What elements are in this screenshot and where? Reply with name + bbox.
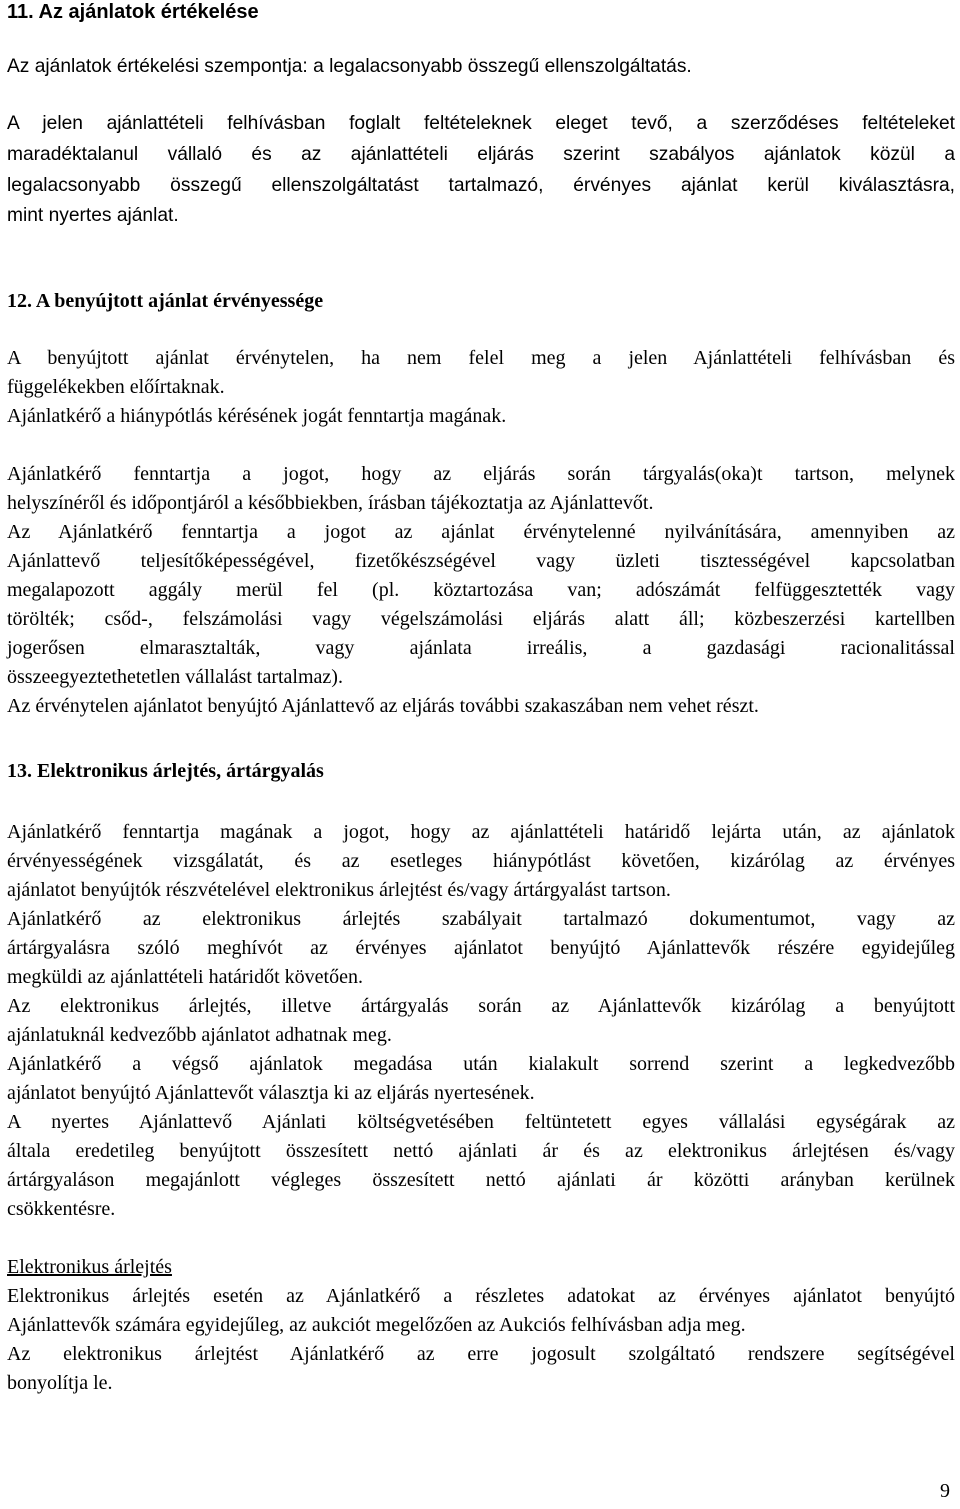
electronic-auction-line: bonyolítja le. xyxy=(7,1372,113,1394)
section-12-heading: 12. A benyújtott ajánlat érvényessége xyxy=(7,290,324,312)
section-13-line: ajánlatot benyújtó Ajánlattevőt választja ki az eljárás nyertesének. xyxy=(7,1082,535,1104)
section-12-line: Ajánlatkérő fenntartja a jogot, hogy az eljárás során tárgyalás(oka)t tartson, melynek xyxy=(7,463,955,485)
section-12-line: Az Ajánlatkérő fenntartja a jogot az ajánlat érvénytelenné nyilvánítására, amennyiben az xyxy=(7,521,955,543)
section-12-line: megalapozott aggály merül fel (pl. köztartozása van; adószámát felfüggesztették vagy xyxy=(7,579,955,601)
section-12-line: A benyújtott ajánlat érvénytelen, ha nem felel meg a jelen Ajánlattételi felhívásban és xyxy=(7,347,955,369)
section-12-line: törölték; csőd-, felszámolási vagy végelszámolási eljárás alatt áll; közbeszerzési kartellben xyxy=(7,608,955,630)
section-13-line: Ajánlatkérő fenntartja magának a jogot, hogy az ajánlattételi határidő lejárta után, az ajánlatok xyxy=(7,821,955,843)
page-number: 9 xyxy=(940,1480,950,1502)
section-12-line: Ajánlatkérő a hiánypótlás kérésének jogát fenntartja magának. xyxy=(7,405,507,427)
section-12-line: helyszínéről és időpontjáról a későbbiekben, írásban tájékoztatja az Ajánlattevőt. xyxy=(7,492,654,514)
section-13-line: Az elektronikus árlejtés, illetve ártárgyalás során az Ajánlattevők kizárólag a benyújtott xyxy=(7,995,955,1017)
section-13-line: ártárgyalásra szóló meghívót az érvényes ajánlatot benyújtó Ajánlattevők részére egyidejűleg xyxy=(7,937,955,959)
electronic-auction-line: Az elektronikus árlejtést Ajánlatkérő az erre jogosult szolgáltató rendszere segítségével xyxy=(7,1343,955,1365)
section-13-line: ajánlatuknál kedvezőbb ajánlatot adhatnak meg. xyxy=(7,1024,392,1046)
section-11-heading: 11. Az ajánlatok értékelése xyxy=(7,1,259,23)
section-13-line: Ajánlatkérő a végső ajánlatok megadása után kialakult sorrend szerint a legkedvezőbb xyxy=(7,1053,955,1075)
electronic-auction-line: Ajánlattevők számára egyidejűleg, az aukciót megelőzően az Aukciós felhívásban adja meg. xyxy=(7,1314,746,1336)
section-12-line: függelékekben előírtaknak. xyxy=(7,376,225,398)
section-12-line: összeegyeztethetetlen vállalást tartalmaz). xyxy=(7,666,343,688)
section-12-line: jogerősen elmarasztalták, vagy ajánlata irreális, a gazdasági racionalitással xyxy=(7,637,955,659)
section-11-paragraph-line: A jelen ajánlattételi felhívásban foglalt feltételeknek eleget tevő, a szerződéses feltételeket xyxy=(7,113,955,134)
section-11-paragraph-line: mint nyertes ajánlat. xyxy=(7,205,179,226)
section-13-line: Ajánlatkérő az elektronikus árlejtés szabályait tartalmazó dokumentumot, vagy az xyxy=(7,908,955,930)
section-13-line: ártárgyaláson megajánlott végleges összesített nettó ajánlati ár közötti arányban kerülnek xyxy=(7,1169,955,1191)
section-13-line: csökkentésre. xyxy=(7,1198,116,1220)
section-13-heading: 13. Elektronikus árlejtés, ártárgyalás xyxy=(7,760,324,782)
section-13-line: A nyertes Ajánlattevő Ajánlati költségvetésében feltüntetett egyes vállalási egységárak az xyxy=(7,1111,955,1133)
section-13-line: ajánlatot benyújtók részvételével elektronikus árlejtést és/vagy ártárgyalást tartson. xyxy=(7,879,671,901)
electronic-auction-subheading: Elektronikus árlejtés xyxy=(7,1256,172,1278)
section-13-line: érvényességének vizsgálatát, és az esetleges hiánypótlást követően, kizárólag az érvényes xyxy=(7,850,955,872)
section-13-line: megküldi az ajánlattételi határidőt követően. xyxy=(7,966,363,988)
section-11-paragraph-line: maradéktalanul vállaló és az ajánlattételi eljárás szerint szabályos ajánlatok közül a xyxy=(7,144,955,165)
evaluation-criterion: Az ajánlatok értékelési szempontja: a legalacsonyabb összegű ellenszolgáltatás. xyxy=(7,56,692,77)
section-13-line: általa eredetileg benyújtott összesített nettó ajánlati ár és az elektronikus árlejtésen és/vagy xyxy=(7,1140,955,1162)
section-12-line: Ajánlattevő teljesítőképességével, fizetőkészségével vagy üzleti tisztességével kapcsolatban xyxy=(7,550,955,572)
electronic-auction-line: Elektronikus árlejtés esetén az Ajánlatkérő a részletes adatokat az érvényes ajánlatot benyújtó xyxy=(7,1285,955,1307)
section-11-paragraph-line: legalacsonyabb összegű ellenszolgáltatást tartalmazó, érvényes ajánlat kerül kiválasztásra, xyxy=(7,175,955,196)
section-12-line: Az érvénytelen ajánlatot benyújtó Ajánlattevő az eljárás további szakaszában nem vehet részt. xyxy=(7,695,759,717)
